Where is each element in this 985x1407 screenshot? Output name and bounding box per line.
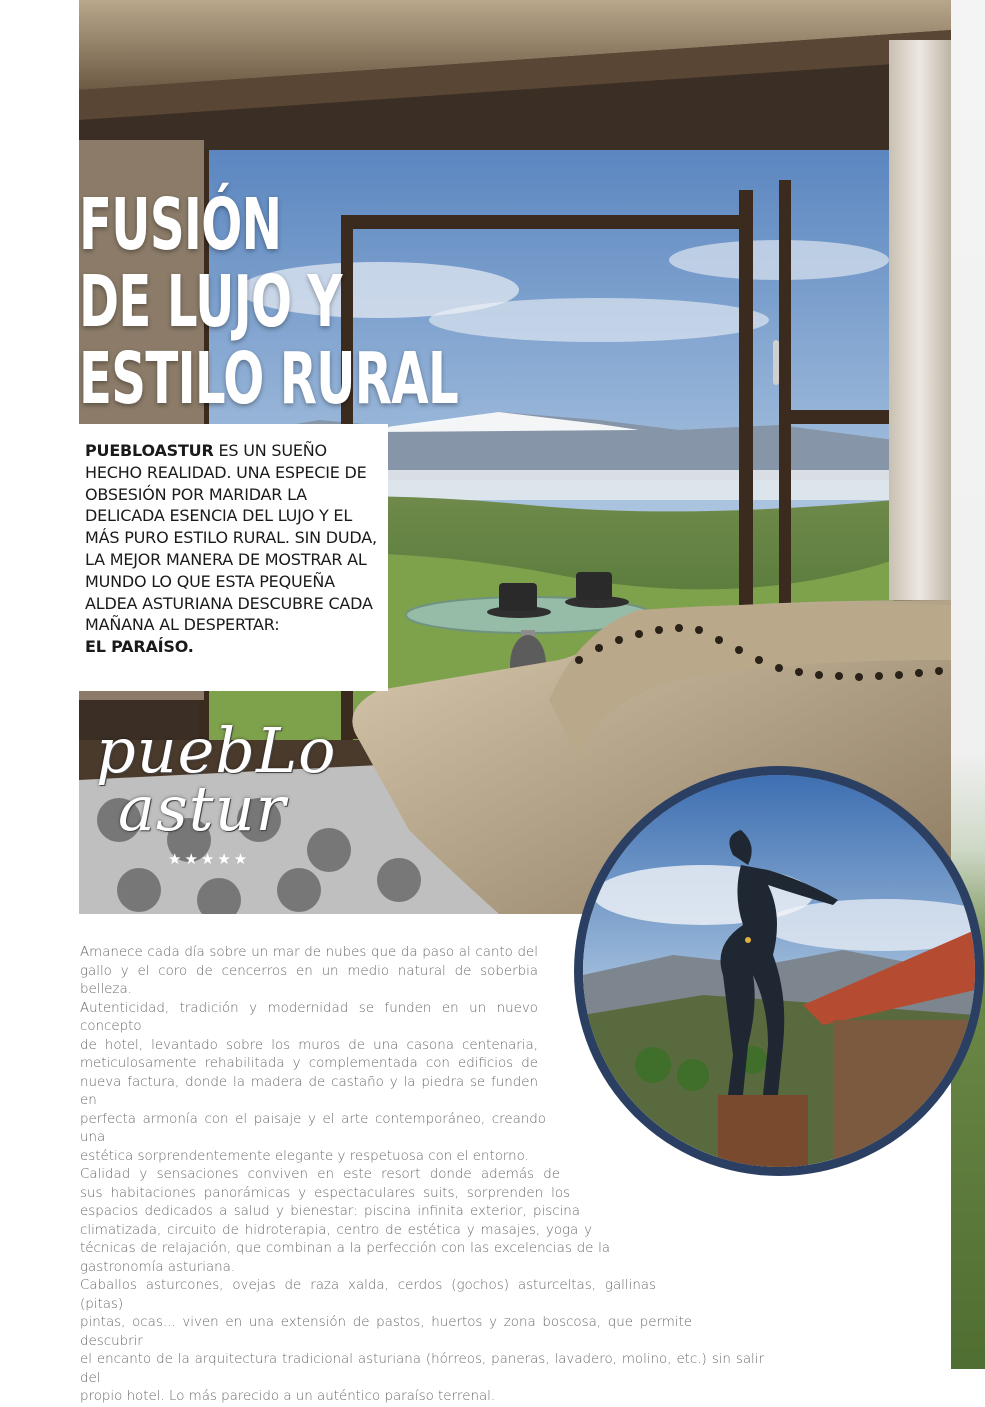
intro-body: ES UN SUEÑO HECHO REALIDAD. UNA ESPECIE DE OBSESIÓN POR MARIDAR LA DELICADA ESENCIA DEL LUJO Y EL MÁS PURO ESTILO RURAL. SIN DUDA, LA MEJOR MANERA DE MOSTRAR AL MUNDO LO QUE ESTA PEQUEÑA ALDEA ASTURIANA DESCUBRE CADA MAÑANA AL DESPERTAR: <box>85 441 377 635</box>
body-line: sus habitaciones panorámicas y espectaculares suits, sorprenden los <box>80 1185 570 1201</box>
logo-line-2: astur <box>118 772 287 845</box>
body-line: nueva factura, donde la madera de castaño y la piedra se funden en <box>80 1074 538 1108</box>
body-line: de hotel, levantado sobre los muros de una casona centenaria, <box>80 1037 538 1053</box>
title-line-2: DE LUJO Y <box>79 260 342 343</box>
body-line: Calidad y sensaciones conviven en este resort donde además de <box>80 1167 560 1182</box>
next-page-edge <box>951 0 985 1369</box>
intro-closing: EL PARAÍSO. <box>85 637 194 657</box>
body-line: técnicas de relajación, que combinan a la perfección con las excelencias de la <box>80 1241 610 1256</box>
logo-stars: ★★★★★ <box>168 850 251 868</box>
title-line-3: ESTILO RURAL <box>79 337 459 420</box>
logo-line-1: puebLo <box>96 714 337 787</box>
body-line: meticulosamente rehabilitada y complementada con edificios de <box>80 1056 538 1071</box>
body-line: espacios dedicados a salud y bienestar: piscina infinita exterior, piscina <box>80 1204 580 1219</box>
body-line: gastronomía asturiana. <box>80 1259 236 1275</box>
body-line: Caballos asturcones, ovejas de raza xalda, cerdos (gochos) asturceltas, gallinas (pitas) <box>80 1278 656 1312</box>
intro-paragraph <box>85 440 385 658</box>
body-line: Amanece cada día sobre un mar de nubes que da paso al canto del <box>80 945 538 960</box>
intro-brand: PUEBLOASTUR <box>85 441 214 460</box>
body-text <box>80 944 764 1407</box>
body-line: climatizada, circuito de hidroterapia, centro de estética y masajes, yoga y <box>80 1222 592 1238</box>
body-line: propio hotel. Lo más parecido a un auténtico paraíso terrenal. <box>80 1389 496 1404</box>
page-title <box>79 183 459 420</box>
puebloastur-logo <box>96 714 337 872</box>
body-line: el encanto de la arquitectura tradicional asturiana (hórreos, paneras, lavadero, molino, etc.) sin salir del <box>80 1352 764 1386</box>
body-line: gallo y el coro de cencerros en un medio natural de soberbia belleza. <box>80 963 538 997</box>
body-line: perfecta armonía con el paisaje y el arte contemporáneo, creando una <box>80 1111 546 1145</box>
body-line: pintas, ocas... viven en una extensión de pastos, huertos y zona boscosa, que permite descubrir <box>80 1315 692 1349</box>
body-line: Autenticidad, tradición y modernidad se funden en un nuevo concepto <box>80 1000 538 1034</box>
intro-box <box>79 424 388 691</box>
title-line-1: FUSIÓN <box>79 183 282 266</box>
body-line: estética sorprendentemente elegante y respetuosa con el entorno. <box>80 1148 529 1164</box>
